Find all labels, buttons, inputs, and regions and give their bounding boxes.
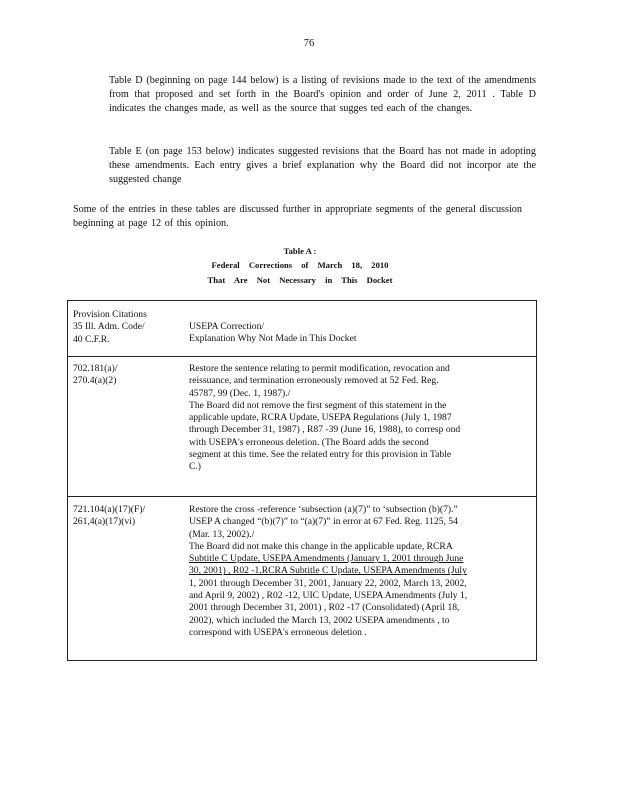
row-1-citation: 702.181(a)/ 270.4(a)(2) — [73, 363, 118, 387]
table-title-line-2: Federal Corrections of March 18, 2010 — [211, 260, 389, 271]
paragraph-table-e: Table E (on page 153 below) indicates suggested revisions that the Board has not made in adopting these amendments. Each entry gives a brief explanation why the Board did not incorpor ate the suggested change — [109, 146, 536, 185]
row-1-explanation: Restore the sentence relating to permit modification, revocation and reissuance, and termination erroneously removed at 52 Fed. Reg. 45787, 99 (Dec. 1, 1987)./ The Board did not remove the first segment of this statement in the applicable update, RCRA Update, USEPA Regulations (July 1, 1987 through December 31, 1987) , R87 -39 (June 16, 1988), to corresp ond with USEPA's erroneous deletion. (The Board adds the second segment at this time. See the related entry for this provision in Table C.) — [189, 363, 461, 473]
paragraph-table-d: Table D (beginning on page 144 below) is a listing of revisions made to the text of the amendments from that proposed and set forth in the Board's opinion and order of June 2, 2011 . Table D indicates the changes made, as well as the source that sugges ted each of the changes. — [109, 75, 536, 114]
table-title-line-1: Table A : — [283, 246, 317, 256]
row-divider — [68, 496, 536, 497]
table-title — [150, 244, 450, 287]
paragraph-discussion: Some of the entries in these tables are discussed further in appropriate segments of the general discussion beginning at page 12 of this opinion. — [73, 204, 522, 229]
row-divider — [68, 356, 536, 357]
header-usepa-correction: USEPA Correction/ Explanation Why Not Made in This Docket — [189, 321, 357, 345]
page-number: 76 — [303, 38, 315, 49]
header-provision-citations: Provision Citations 35 Ill. Adm. Code/ 40 C.F.R. — [73, 309, 147, 345]
corrections-table — [67, 300, 537, 661]
table-title-line-3: That Are Not Necessary in This Docket — [207, 274, 393, 285]
row-2-explanation: Restore the cross -reference ‘subsection (a)(7)” to ‘subsection (b)(7).” USEP A changed “(b)(7)” to “(a)(7)” in error at 67 Fed. Reg. 1125, 54 (Mar. 13, 2002)./ The Board did not make this change in the applicable update, RCRA Subtitle C Update, USEPA Amendments (January 1, 2001 through June 30, 2001) , R02 -1,RCRA Subtitle C Update, USEPA Amendments (July 1, 2001 through December 31, 2001, January 22, 2002, March 13, 2002, and April 9, 2002) , R02 -12, UIC Update, USEPA Amendments (July 1, 2001 through December 31, 2001) , R02 -17 (Consolidated) (April 18, 2002), which included the March 13, 2002 USEPA amendments , to correspond with USEPA's erroneous deletion . — [189, 504, 468, 638]
row-2-citation: 721.104(a)(17)(F)/ 261,4(a)(17)(vi) — [73, 504, 146, 528]
